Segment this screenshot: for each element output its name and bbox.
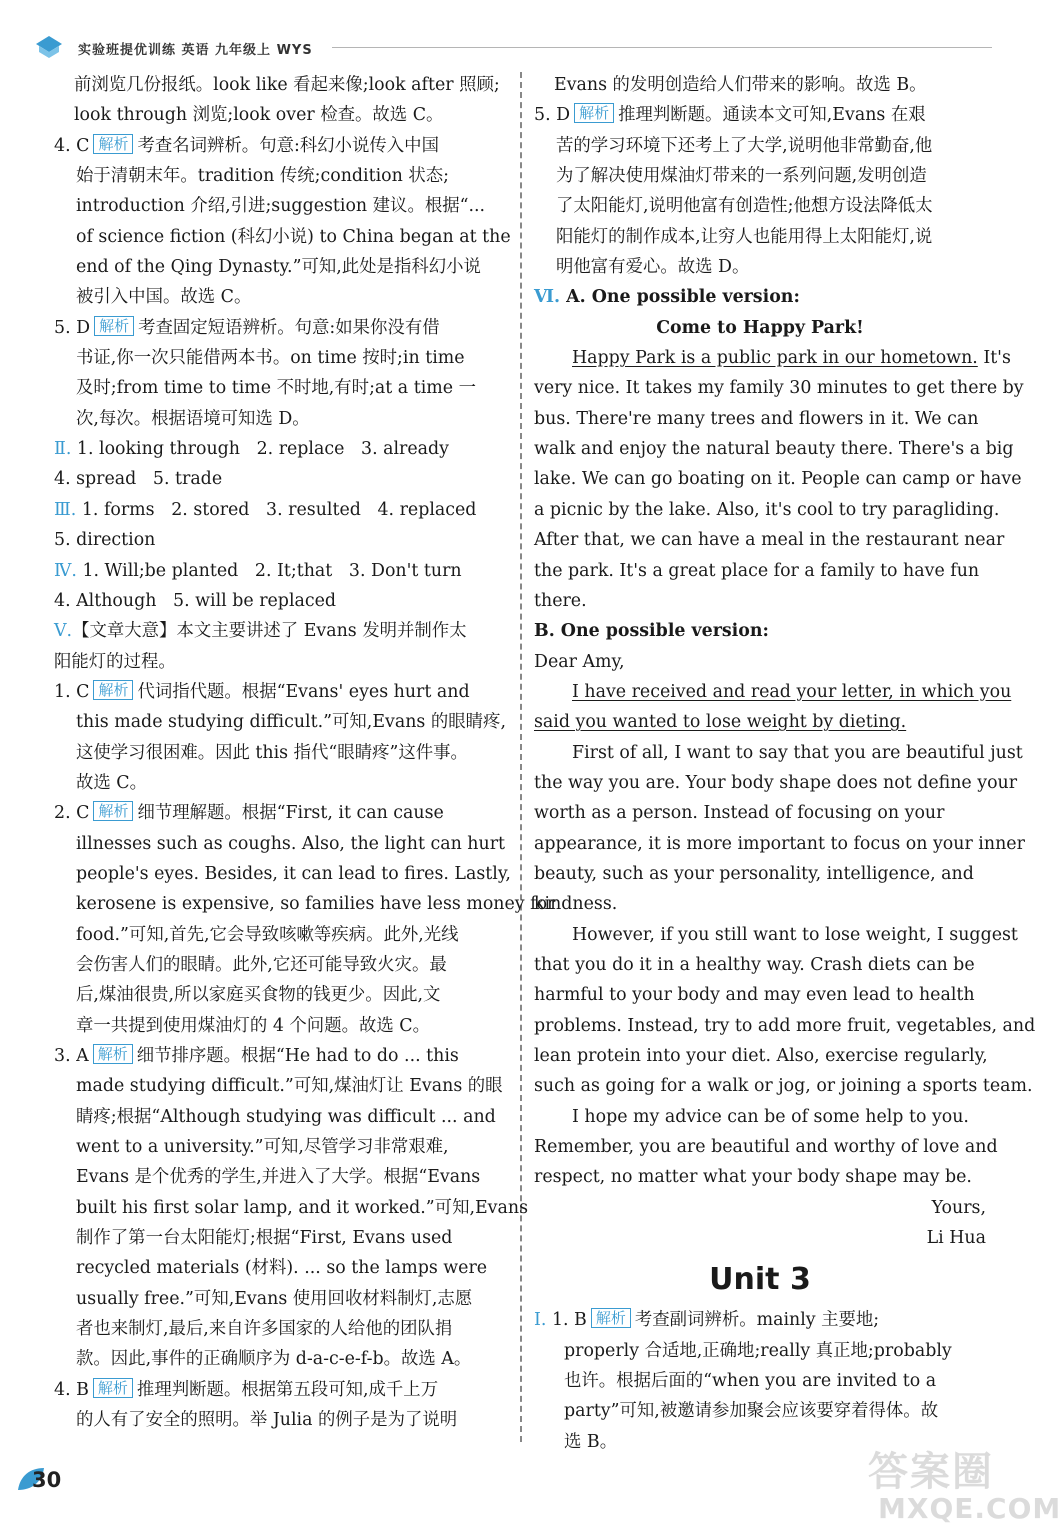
- text-line: 这使学习很困难。因此 this 指代“眼睛疼”这件事。: [76, 742, 468, 763]
- text-line: made studying difficult.”可知,煤油灯让 Evans 的眼: [76, 1076, 503, 1097]
- section-4-line2: [54, 586, 510, 616]
- text-line: built his first solar lamp, and it worked.”可知,Evans: [76, 1197, 528, 1218]
- text-line: 次,每次。根据语境可知选 D。: [76, 408, 310, 429]
- text-line: 为了解决使用煤油灯带来的一系列问题,发明创造: [556, 166, 927, 187]
- fill-answer: 2. It;that: [254, 560, 333, 581]
- letter-line: appearance, it is more important to focus on your inner: [534, 833, 1025, 854]
- text-line: 书证,你一次只能借两本书。on time 按时;in time: [76, 348, 465, 369]
- text-line: of science fiction (科幻小说) to China began at the: [76, 226, 511, 247]
- answer-text: 考查名词辨析。句意:科幻小说传入中国: [137, 135, 439, 156]
- fill-answer: 2. stored: [171, 499, 250, 520]
- letter-line: [534, 677, 1012, 707]
- answer-3: [54, 1041, 510, 1071]
- text-line: end of the Qing Dynasty.”可知,此处是指科幻小说: [76, 257, 481, 278]
- letter-line: First of all, I want to say that you are beautiful just: [572, 742, 1023, 763]
- essay-a-line1: [534, 343, 1011, 373]
- underlined-sentence: said you wanted to lose weight by dieting.: [534, 712, 907, 733]
- answer-text: 考查固定短语辨析。句意:如果你没有借: [138, 317, 440, 338]
- text-line: food.”可知,首先,它会导致咳嗽等疾病。此外,光线: [76, 924, 459, 945]
- essay-text: It's: [977, 348, 1011, 369]
- section-6-label: [534, 282, 986, 312]
- watermark: [868, 1440, 1061, 1532]
- text-line: 苦的学习环境下还考上了大学,说明他非常勤奋,他: [556, 135, 933, 156]
- letter-line: beauty, such as your personality, intelligence, and: [534, 863, 974, 884]
- answer-number: 5. D: [534, 105, 571, 126]
- book-logo-icon: [32, 32, 66, 60]
- section-number: Ⅱ.: [54, 439, 72, 460]
- section-number: Ⅲ.: [54, 499, 77, 520]
- letter-greeting: Dear Amy,: [534, 651, 625, 672]
- text-line: 款。因此,事件的正确顺序为 d-a-c-e-f-b。故选 A。: [76, 1349, 472, 1370]
- answer-1: [54, 677, 510, 707]
- text-line: look through 浏览;look over 检查。故选 C。: [74, 105, 444, 126]
- column-divider: [520, 72, 522, 1442]
- letter-closing: Yours,: [931, 1197, 986, 1218]
- answer-text: 推理判断题。通读本文可知,Evans 在艰: [618, 105, 926, 126]
- section-3-line2: [54, 525, 510, 555]
- fill-answer: 5. will be replaced: [173, 590, 337, 611]
- answer-5b: [534, 100, 986, 130]
- letter-line: lean protein into your diet. Also, exercise regularly,: [534, 1046, 988, 1066]
- analysis-tag: 解析: [93, 801, 133, 821]
- version-b-label: B. One possible version:: [534, 621, 769, 642]
- unit-heading: Unit 3: [709, 1262, 811, 1298]
- underlined-sentence: I have received and read your letter, in which you: [572, 681, 1012, 702]
- text-line: people's eyes. Besides, it can lead to fires. Lastly,: [76, 863, 511, 884]
- watermark-url: MXQE.COM: [878, 1492, 1061, 1525]
- answer-text: 考查副词辨析。mainly 主要地;: [634, 1310, 880, 1331]
- text-line: 会伤害人们的眼睛。此外,它还可能导致火灾。最: [76, 954, 447, 975]
- answer-number: 4. B: [54, 1379, 89, 1400]
- letter-line: harmful to your body and may even lead to health: [534, 985, 975, 1006]
- answer-2: [54, 798, 510, 828]
- analysis-tag: 解析: [574, 103, 614, 123]
- answer-number: 1. C: [54, 681, 90, 702]
- text-line: 及时;from time to time 不时地,有时;at a time 一: [76, 378, 476, 399]
- text-line: 故选 C。: [76, 772, 148, 793]
- text-line: 阳能灯的制作成本,让穷人也能用得上太阳能灯,说: [556, 226, 933, 247]
- fill-answer: 5. direction: [54, 530, 156, 551]
- section-number: Ⅳ.: [54, 560, 77, 581]
- answer-text: 代词指代题。根据“Evans' eyes hurt and: [137, 681, 470, 702]
- fill-answer: 4. replaced: [377, 499, 477, 520]
- analysis-tag: 解析: [93, 1044, 133, 1064]
- text-line: properly 合适地,正确地;really 真正地;probably: [564, 1340, 952, 1361]
- fill-answer: 3. resulted: [266, 499, 361, 520]
- analysis-tag: 解析: [93, 680, 133, 700]
- letter-line: worth as a person. Instead of focusing on your: [534, 803, 945, 824]
- answer-text: 细节理解题。根据“First, it can cause: [137, 803, 444, 824]
- text-line: Evans 的发明创造给人们带来的影响。故选 B。: [554, 75, 927, 95]
- text-line: illnesses such as coughs. Also, the light can hurt: [76, 833, 506, 854]
- letter-line: kindness.: [534, 894, 618, 915]
- text-line: 选 B。: [564, 1431, 618, 1452]
- page-header: [32, 32, 992, 62]
- essay-line: a picnic by the lake. Also, it's cool to try paragliding.: [534, 499, 1000, 520]
- right-column: [534, 70, 1036, 1457]
- text-line: introduction 介绍,引进;suggestion 建议。根据“...: [76, 196, 486, 217]
- essay-line: there.: [534, 590, 587, 611]
- answer-number: 4. C: [54, 135, 90, 156]
- answer-text: 细节排序题。根据“He had to do ... this: [136, 1046, 459, 1066]
- analysis-tag: 解析: [93, 1378, 133, 1398]
- section-2-line1: [54, 434, 510, 464]
- text-line: 者也来制灯,最后,来自许多国家的人给他的团队捐: [76, 1319, 453, 1340]
- text-line: party”可知,被邀请参加聚会应该要穿着得体。故: [564, 1401, 939, 1422]
- text-line: 了太阳能灯,说明他富有创造性;他想方设法降低太: [556, 196, 933, 217]
- unit3-answer-1: [534, 1305, 986, 1335]
- version-label: A. One possible version:: [566, 287, 800, 308]
- text-line: recycled materials (材料). ... so the lamps were: [76, 1258, 488, 1279]
- underlined-sentence: Happy Park is a public park in our hometown.: [572, 348, 978, 369]
- text-line: 睛疼;根据“Although studying was difficult ... and: [76, 1106, 496, 1127]
- section-number: Ⅴ.: [54, 621, 73, 642]
- text-line: 章一共提到使用煤油灯的 4 个问题。故选 C。: [76, 1015, 430, 1036]
- letter-line: Remember, you are beautiful and worthy of love and: [534, 1137, 998, 1158]
- fill-answer: 4. Although: [54, 590, 157, 611]
- letter-line: problems. Instead, try to add more fruit, vegetables, and: [534, 1015, 1036, 1036]
- essay-line: walk and enjoy the natural beauty there. There's a big: [534, 439, 1014, 460]
- analysis-tag: 解析: [93, 134, 133, 154]
- letter-line: the way you are. Your body shape does not define your: [534, 772, 1018, 793]
- summary-text: 【文章大意】本文主要讲述了 Evans 发明并制作太: [72, 621, 467, 642]
- answer-number: 5. D: [54, 317, 91, 338]
- essay-line: After that, we can have a meal in the restaurant near: [534, 530, 1005, 551]
- fill-answer: 3. Don't turn: [348, 560, 462, 581]
- letter-line: [534, 707, 986, 737]
- text-line: 后,煤油很贵,所以家庭买食物的钱更少。因此,文: [76, 985, 441, 1006]
- text-line: 始于清朝末年。tradition 传统;condition 状态;: [76, 166, 449, 187]
- essay-line: bus. There're many trees and flowers in it. We can: [534, 408, 979, 429]
- text-line: Evans 是个优秀的学生,并进入了大学。根据“Evans: [76, 1167, 481, 1188]
- section-4-line1: [54, 556, 510, 586]
- fill-answer: 5. trade: [152, 469, 223, 490]
- watermark-text: 答案圈: [868, 1449, 994, 1495]
- text-line: kerosene is expensive, so families have less money for: [76, 894, 556, 915]
- essay-title: Come to Happy Park!: [656, 317, 864, 338]
- section-2-line2: [54, 464, 510, 494]
- book-title: 实验班提优训练 英语 九年级上 WYS: [78, 43, 313, 58]
- text-line: went to a university.”可知,尽管学习非常艰难,: [76, 1137, 449, 1158]
- letter-line: respect, no matter what your body shape may be.: [534, 1167, 972, 1188]
- text-line: 制作了第一台太阳能灯;根据“First, Evans used: [76, 1228, 453, 1249]
- page-number: 30: [32, 1468, 62, 1492]
- answer-number: 1. B: [551, 1310, 587, 1331]
- essay-line: very nice. It takes my family 30 minutes to get there by: [534, 378, 1024, 399]
- text-line: 阳能灯的过程。: [54, 651, 176, 672]
- fill-answer: 3. already: [361, 439, 449, 460]
- fill-answer: 1. looking through: [76, 439, 240, 460]
- fill-answer: 1. Will;be planted: [82, 560, 239, 581]
- fill-answer: 2. replace: [256, 439, 345, 460]
- analysis-tag: 解析: [591, 1308, 631, 1328]
- text-line: 的人有了安全的照明。举 Julia 的例子是为了说明: [76, 1410, 458, 1431]
- letter-line: However, if you still want to lose weight, I suggest: [572, 924, 1018, 945]
- letter-line: that you do it in a healthy way. Crash diets can be: [534, 954, 975, 975]
- letter-line: I hope my advice can be of some help to you.: [572, 1106, 969, 1127]
- answer-number: 3. A: [54, 1046, 89, 1066]
- fill-answer: 4. spread: [54, 469, 137, 490]
- letter-signature: Li Hua: [926, 1228, 986, 1249]
- analysis-tag: 解析: [94, 316, 134, 336]
- essay-line: the park. It's a great place for a family to have fun: [534, 560, 980, 581]
- section-number: Ⅰ.: [534, 1310, 547, 1331]
- text-line: usually free.”可知,Evans 使用回收材料制灯,志愿: [76, 1288, 473, 1309]
- letter-line: such as going for a walk or jog, or joining a sports team.: [534, 1076, 1033, 1097]
- essay-line: lake. We can go boating on it. People can camp or have: [534, 469, 1022, 490]
- section-number: Ⅵ.: [534, 287, 561, 308]
- text-line: 被引入中国。故选 C。: [76, 287, 252, 308]
- text-line: 前浏览几份报纸。look like 看起来像;look after 照顾;: [74, 75, 500, 95]
- section-5-summary: [54, 616, 510, 646]
- answer-4b: [54, 1375, 510, 1405]
- answer-5: [54, 313, 510, 343]
- section-3-line1: [54, 495, 510, 525]
- header-rule: [332, 47, 992, 48]
- answer-4: [54, 131, 510, 161]
- fill-answer: 1. forms: [81, 499, 155, 520]
- text-line: 也许。根据后面的“when you are invited to a: [564, 1371, 937, 1392]
- text-line: this made studying difficult.”可知,Evans 的眼睛疼,: [76, 712, 506, 733]
- answer-text: 推理判断题。根据第五段可知,成千上万: [136, 1379, 439, 1400]
- text-line: 明他富有爱心。故选 D。: [556, 257, 750, 278]
- answer-number: 2. C: [54, 803, 90, 824]
